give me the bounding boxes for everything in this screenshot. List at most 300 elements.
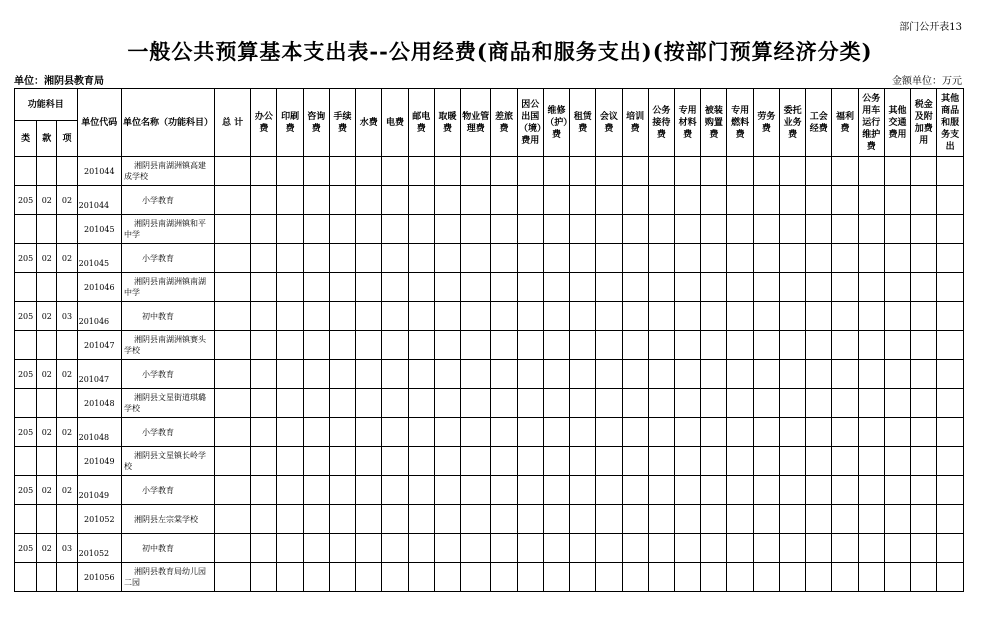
cell-item-value [434, 505, 460, 534]
cell-unit-name: 初中教育 [122, 302, 215, 331]
cell-item-value [434, 331, 460, 360]
cell-item-value [622, 534, 648, 563]
cell-item-value [303, 505, 329, 534]
cell-item-value [937, 186, 964, 215]
cell-item-value [701, 244, 727, 273]
page-title: 一般公共预算基本支出表--公用经费(商品和服务支出)(按部门预算经济分类) [127, 39, 873, 64]
cell-item-value [753, 273, 779, 302]
cell-item-value [727, 244, 753, 273]
table-row [15, 215, 964, 244]
cell-item-value [596, 447, 622, 476]
cell-item-value [517, 418, 543, 447]
cell-item-value [277, 273, 303, 302]
header-kuan: 款 [37, 121, 57, 157]
cell-xiang: 02 [57, 360, 77, 389]
cell-item-value [303, 331, 329, 360]
cell-item-value [779, 476, 805, 505]
cell-item-value [329, 331, 355, 360]
cell-item-value [701, 360, 727, 389]
cell-item-value [303, 476, 329, 505]
cell-item-value [277, 447, 303, 476]
cell-item-value [911, 534, 937, 563]
cell-item-value [277, 505, 303, 534]
cell-item-value [491, 186, 517, 215]
cell-item-value [806, 273, 832, 302]
cell-item-value [911, 447, 937, 476]
cell-unit-code: 201049 [77, 476, 121, 505]
cell-item-value [491, 563, 517, 592]
cell-item-value [517, 505, 543, 534]
cell-item-value [596, 389, 622, 418]
cell-item-value [329, 418, 355, 447]
cell-xiang [57, 215, 77, 244]
cell-item-value [277, 186, 303, 215]
cell-item-value [356, 215, 382, 244]
cell-item-value [543, 563, 569, 592]
cell-item-value [517, 389, 543, 418]
table-row [15, 244, 964, 273]
header-item-18: 专用燃料费 [727, 89, 753, 157]
cell-item-value [858, 244, 884, 273]
cell-item-value [832, 389, 858, 418]
cell-item-value [596, 331, 622, 360]
cell-item-value [434, 447, 460, 476]
cell-item-value [727, 157, 753, 186]
cell-item-value [491, 157, 517, 186]
cell-total [214, 273, 250, 302]
cell-item-value [701, 186, 727, 215]
cell-unit-code: 201047 [77, 331, 121, 360]
header-item-20: 委托业务费 [779, 89, 805, 157]
cell-item-value [517, 186, 543, 215]
cell-item-value [329, 476, 355, 505]
cell-item-value [491, 215, 517, 244]
cell-item-value [543, 476, 569, 505]
cell-kuan: 02 [37, 534, 57, 563]
cell-item-value [622, 157, 648, 186]
cell-item-value [806, 418, 832, 447]
cell-item-value [911, 302, 937, 331]
cell-item-value [596, 505, 622, 534]
cell-item-value [543, 273, 569, 302]
cell-item-value [727, 302, 753, 331]
cell-lei [15, 331, 37, 360]
header-item-17: 被装购置费 [701, 89, 727, 157]
cell-item-value [251, 273, 277, 302]
cell-xiang: 03 [57, 302, 77, 331]
header-item-19: 劳务费 [753, 89, 779, 157]
cell-kuan [37, 273, 57, 302]
cell-item-value [884, 244, 910, 273]
cell-item-value [461, 476, 491, 505]
cell-item-value [648, 302, 674, 331]
cell-item-value [596, 418, 622, 447]
cell-item-value [251, 186, 277, 215]
cell-item-value [701, 215, 727, 244]
cell-kuan [37, 331, 57, 360]
cell-item-value [517, 534, 543, 563]
cell-xiang: 02 [57, 418, 77, 447]
cell-item-value [382, 447, 408, 476]
cell-item-value [753, 331, 779, 360]
cell-item-value [675, 563, 701, 592]
cell-item-value [648, 360, 674, 389]
cell-item-value [937, 302, 964, 331]
header-lei: 类 [15, 121, 37, 157]
cell-item-value [434, 215, 460, 244]
cell-item-value [806, 244, 832, 273]
cell-item-value [251, 563, 277, 592]
cell-item-value [543, 505, 569, 534]
cell-item-value [832, 186, 858, 215]
cell-item-value [648, 563, 674, 592]
cell-item-value [858, 273, 884, 302]
cell-lei [15, 389, 37, 418]
cell-item-value [570, 563, 596, 592]
cell-item-value [622, 389, 648, 418]
cell-total [214, 157, 250, 186]
cell-item-value [779, 244, 805, 273]
cell-item-value [727, 563, 753, 592]
cell-item-value [570, 476, 596, 505]
cell-unit-name: 小学教育 [122, 360, 215, 389]
cell-item-value [911, 476, 937, 505]
cell-item-value [570, 331, 596, 360]
cell-item-value [884, 186, 910, 215]
cell-item-value [832, 215, 858, 244]
cell-item-value [329, 505, 355, 534]
cell-item-value [648, 157, 674, 186]
cell-item-value [884, 157, 910, 186]
cell-item-value [543, 534, 569, 563]
cell-item-value [434, 157, 460, 186]
cell-item-value [543, 331, 569, 360]
cell-item-value [858, 331, 884, 360]
cell-item-value [303, 186, 329, 215]
cell-item-value [329, 447, 355, 476]
cell-item-value [753, 534, 779, 563]
cell-unit-name: 小学教育 [122, 244, 215, 273]
header-xiang: 项 [57, 121, 77, 157]
table-row [15, 418, 964, 447]
cell-unit-code: 201056 [77, 563, 121, 592]
header-item-23: 公务用车运行维护费 [858, 89, 884, 157]
cell-item-value [806, 331, 832, 360]
cell-item-value [408, 534, 434, 563]
cell-total [214, 302, 250, 331]
cell-item-value [701, 476, 727, 505]
cell-item-value [356, 244, 382, 273]
cell-item-value [408, 418, 434, 447]
cell-unit-name: 湘阴县左宗棠学校 [122, 505, 215, 534]
header-unit-code: 单位代码 [77, 89, 121, 157]
table-row [15, 389, 964, 418]
cell-item-value [251, 157, 277, 186]
cell-total [214, 215, 250, 244]
cell-item-value [675, 447, 701, 476]
header-item-15: 公务接待费 [648, 89, 674, 157]
cell-unit-name: 湘阴县文星镇长岭学校 [122, 447, 215, 476]
cell-item-value [543, 389, 569, 418]
header-func-subject: 功能科目 [15, 89, 78, 121]
cell-unit-code: 201052 [77, 505, 121, 534]
cell-item-value [779, 418, 805, 447]
cell-item-value [570, 505, 596, 534]
cell-item-value [648, 389, 674, 418]
cell-item-value [911, 331, 937, 360]
cell-item-value [543, 447, 569, 476]
cell-item-value [491, 505, 517, 534]
table-row [15, 157, 964, 186]
cell-item-value [858, 447, 884, 476]
cell-item-value [570, 273, 596, 302]
cell-item-value [779, 447, 805, 476]
cell-item-value [727, 389, 753, 418]
cell-item-value [329, 186, 355, 215]
cell-item-value [675, 331, 701, 360]
cell-item-value [434, 534, 460, 563]
cell-item-value [356, 302, 382, 331]
cell-item-value [648, 186, 674, 215]
cell-unit-name: 湘阴县教育局幼儿园二园 [122, 563, 215, 592]
cell-item-value [408, 563, 434, 592]
cell-item-value [753, 360, 779, 389]
cell-item-value [408, 273, 434, 302]
cell-item-value [622, 244, 648, 273]
cell-kuan: 02 [37, 360, 57, 389]
cell-item-value [727, 418, 753, 447]
cell-item-value [570, 534, 596, 563]
cell-item-value [303, 273, 329, 302]
cell-item-value [382, 273, 408, 302]
cell-item-value [858, 157, 884, 186]
cell-item-value [675, 476, 701, 505]
cell-item-value [911, 273, 937, 302]
cell-kuan: 02 [37, 418, 57, 447]
cell-item-value [911, 505, 937, 534]
table-row [15, 505, 964, 534]
cell-item-value [382, 360, 408, 389]
cell-item-value [701, 273, 727, 302]
cell-item-value [701, 331, 727, 360]
cell-item-value [596, 302, 622, 331]
cell-item-value [543, 360, 569, 389]
cell-item-value [884, 302, 910, 331]
cell-item-value [727, 186, 753, 215]
cell-item-value [517, 157, 543, 186]
cell-item-value [517, 447, 543, 476]
cell-item-value [382, 505, 408, 534]
cell-item-value [277, 476, 303, 505]
cell-item-value [648, 534, 674, 563]
cell-item-value [937, 389, 964, 418]
cell-item-value [491, 447, 517, 476]
cell-item-value [832, 157, 858, 186]
cell-item-value [543, 418, 569, 447]
cell-unit-code: 201044 [77, 157, 121, 186]
cell-item-value [491, 534, 517, 563]
cell-item-value [832, 563, 858, 592]
cell-item-value [832, 447, 858, 476]
cell-item-value [356, 563, 382, 592]
cell-unit-code: 201044 [77, 186, 121, 215]
cell-item-value [832, 505, 858, 534]
table-row [15, 563, 964, 592]
cell-xiang: 02 [57, 186, 77, 215]
cell-item-value [937, 273, 964, 302]
cell-unit-name: 湘阴县南湖洲镇高建成学校 [122, 157, 215, 186]
cell-item-value [461, 447, 491, 476]
table-row [15, 186, 964, 215]
cell-item-value [806, 534, 832, 563]
cell-xiang [57, 447, 77, 476]
cell-item-value [491, 273, 517, 302]
cell-unit-code: 201048 [77, 418, 121, 447]
cell-item-value [675, 302, 701, 331]
cell-item-value [779, 215, 805, 244]
cell-item-value [356, 534, 382, 563]
cell-item-value [727, 447, 753, 476]
cell-item-value [277, 360, 303, 389]
unit-label: 单位：湘阴县教育局 [14, 76, 104, 87]
cell-item-value [277, 563, 303, 592]
cell-item-value [596, 273, 622, 302]
cell-item-value [356, 186, 382, 215]
cell-item-value [434, 389, 460, 418]
cell-item-value [251, 302, 277, 331]
cell-item-value [251, 360, 277, 389]
cell-item-value [753, 186, 779, 215]
cell-item-value [753, 505, 779, 534]
cell-item-value [596, 534, 622, 563]
cell-item-value [648, 244, 674, 273]
cell-item-value [329, 563, 355, 592]
header-item-13: 会议费 [596, 89, 622, 157]
cell-item-value [648, 273, 674, 302]
cell-item-value [937, 476, 964, 505]
cell-item-value [622, 331, 648, 360]
cell-item-value [832, 244, 858, 273]
cell-lei: 205 [15, 360, 37, 389]
cell-item-value [884, 418, 910, 447]
header-item-7: 取暖费 [434, 89, 460, 157]
cell-item-value [251, 447, 277, 476]
cell-item-value [408, 157, 434, 186]
cell-item-value [517, 302, 543, 331]
cell-item-value [461, 157, 491, 186]
cell-item-value [570, 302, 596, 331]
cell-xiang [57, 389, 77, 418]
cell-item-value [356, 418, 382, 447]
cell-item-value [648, 215, 674, 244]
cell-item-value [517, 244, 543, 273]
cell-xiang: 02 [57, 476, 77, 505]
cell-item-value [937, 505, 964, 534]
cell-item-value [461, 389, 491, 418]
cell-xiang: 03 [57, 534, 77, 563]
cell-item-value [570, 186, 596, 215]
cell-item-value [303, 534, 329, 563]
cell-unit-code: 201048 [77, 389, 121, 418]
cell-item-value [434, 302, 460, 331]
cell-item-value [884, 563, 910, 592]
cell-item-value [596, 157, 622, 186]
cell-item-value [303, 563, 329, 592]
cell-lei [15, 505, 37, 534]
cell-item-value [858, 186, 884, 215]
cell-item-value [251, 476, 277, 505]
header-item-24: 其他交通费用 [884, 89, 910, 157]
cell-item-value [937, 331, 964, 360]
cell-item-value [675, 534, 701, 563]
cell-item-value [382, 215, 408, 244]
cell-item-value [434, 186, 460, 215]
cell-item-value [675, 273, 701, 302]
table-row [15, 476, 964, 505]
cell-item-value [434, 244, 460, 273]
cell-lei [15, 273, 37, 302]
cell-unit-code: 201052 [77, 534, 121, 563]
cell-total [214, 244, 250, 273]
cell-item-value [858, 534, 884, 563]
cell-item-value [434, 360, 460, 389]
cell-item-value [779, 273, 805, 302]
cell-unit-code: 201045 [77, 244, 121, 273]
cell-item-value [779, 157, 805, 186]
cell-item-value [434, 476, 460, 505]
cell-item-value [779, 302, 805, 331]
cell-item-value [832, 273, 858, 302]
cell-xiang [57, 157, 77, 186]
cell-unit-name: 小学教育 [122, 186, 215, 215]
header-item-1: 印刷费 [277, 89, 303, 157]
cell-item-value [701, 505, 727, 534]
cell-item-value [382, 534, 408, 563]
cell-item-value [911, 186, 937, 215]
cell-item-value [461, 331, 491, 360]
cell-item-value [858, 215, 884, 244]
cell-item-value [356, 389, 382, 418]
cell-item-value [779, 331, 805, 360]
cell-item-value [596, 186, 622, 215]
cell-item-value [779, 360, 805, 389]
cell-item-value [543, 157, 569, 186]
cell-item-value [911, 244, 937, 273]
cell-kuan: 02 [37, 302, 57, 331]
header-item-0: 办公费 [251, 89, 277, 157]
cell-item-value [832, 302, 858, 331]
cell-total [214, 505, 250, 534]
cell-item-value [675, 389, 701, 418]
cell-lei [15, 157, 37, 186]
cell-item-value [596, 563, 622, 592]
cell-item-value [937, 447, 964, 476]
cell-item-value [356, 360, 382, 389]
cell-item-value [753, 215, 779, 244]
cell-item-value [277, 215, 303, 244]
cell-item-value [408, 389, 434, 418]
cell-kuan [37, 389, 57, 418]
cell-item-value [622, 563, 648, 592]
cell-item-value [596, 360, 622, 389]
table-row [15, 360, 964, 389]
cell-item-value [461, 273, 491, 302]
header-item-12: 租赁费 [570, 89, 596, 157]
cell-unit-code: 201049 [77, 447, 121, 476]
cell-total [214, 418, 250, 447]
cell-item-value [356, 505, 382, 534]
cell-item-value [937, 157, 964, 186]
